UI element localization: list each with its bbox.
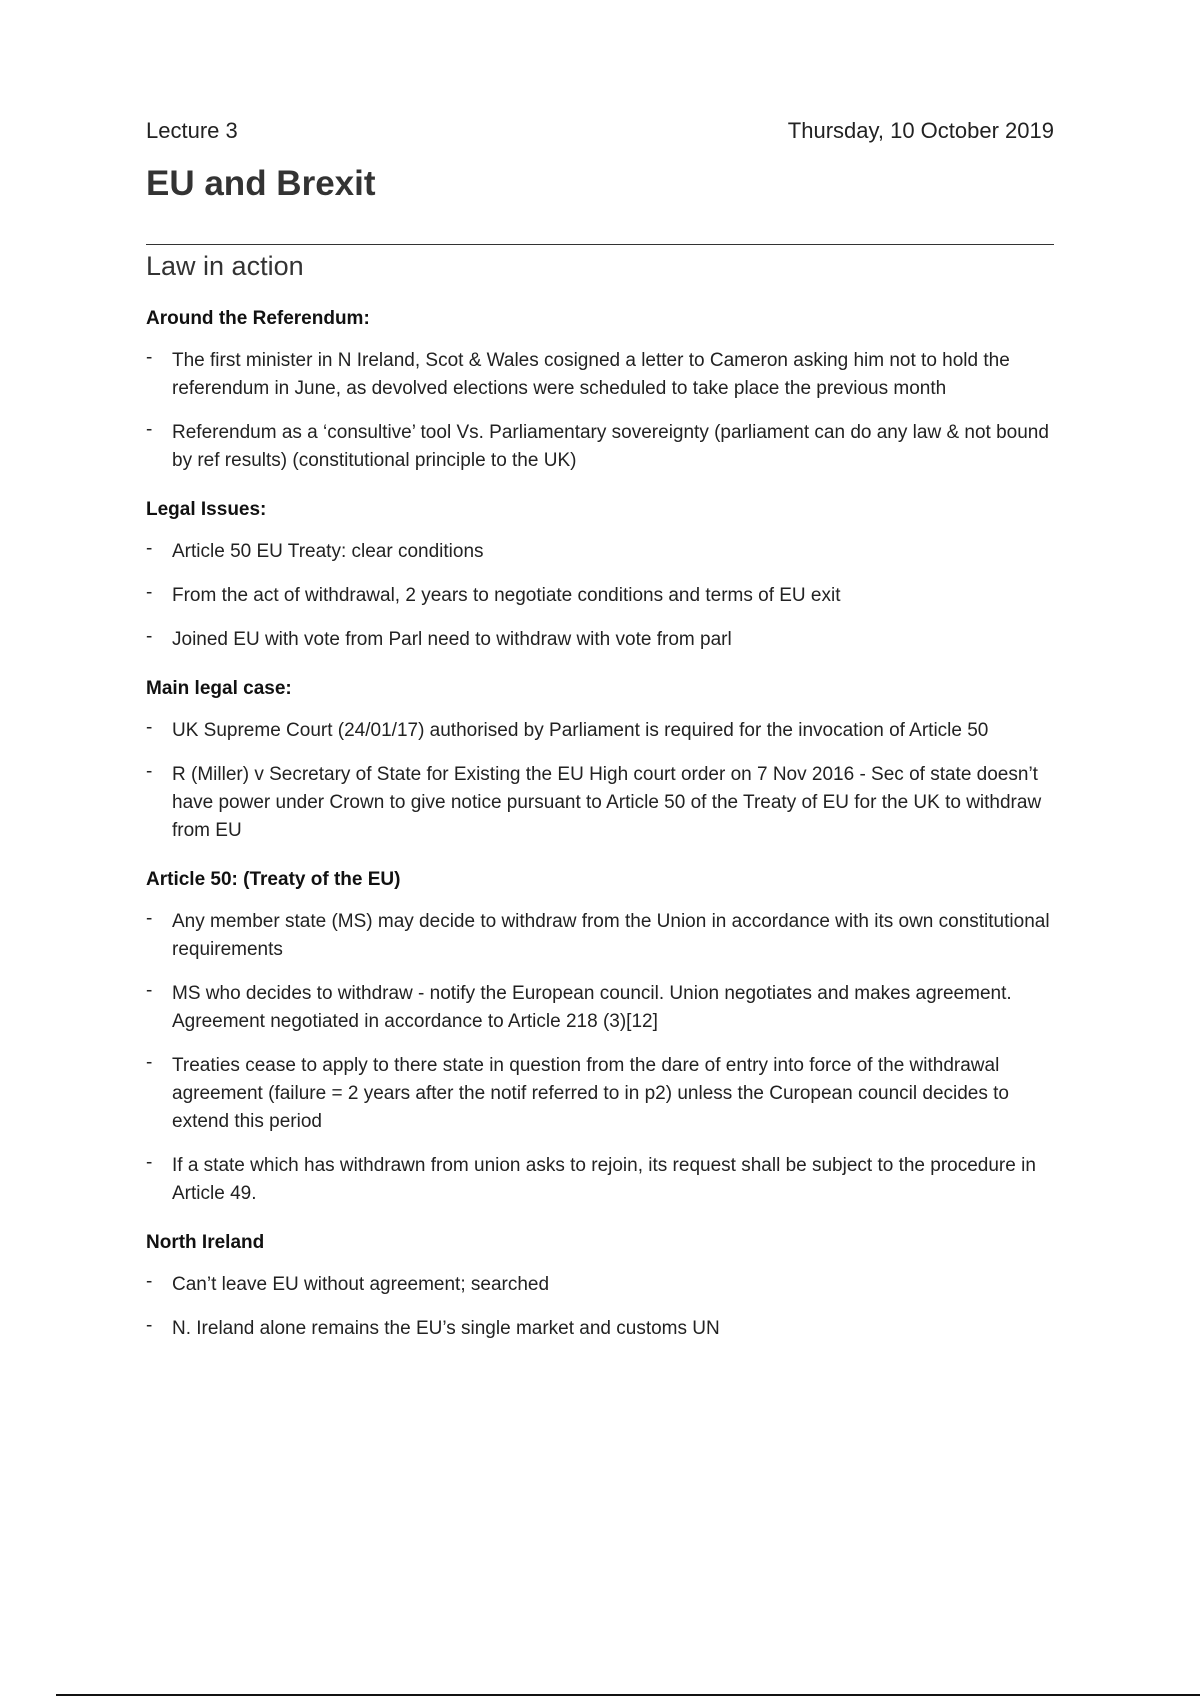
bullet-dash: - [146, 908, 153, 929]
bullet-dash: - [146, 538, 153, 559]
bullet-text: The first minister in N Ireland, Scot & Wales cosigned a letter to Cameron asking him not to hold the referendum in June, as devolved elections were scheduled to take place the previous month [172, 350, 1010, 399]
document-header [146, 118, 1054, 148]
bullet-text: Any member state (MS) may decide to withdraw from the Union in accordance with its own constitutional requirements [172, 911, 1050, 960]
bullet-text: Treaties cease to apply to there state in question from the dare of entry into force of the withdrawal agreement (failure = 2 years after the notif referred to in p2) unless the Curopean council decides to extend this period [172, 1055, 1010, 1132]
bullet-item [146, 1152, 1054, 1208]
bullet-text: Can’t leave EU without agreement; searched [172, 1274, 550, 1295]
footer-divider [56, 1694, 1200, 1696]
bullet-dash: - [146, 1315, 153, 1336]
note-group [146, 1230, 1054, 1343]
bullet-item [146, 626, 1054, 654]
bullet-dash: - [146, 347, 153, 368]
bullet-list [146, 347, 1054, 475]
note-group [146, 867, 1054, 1208]
group-heading: North Ireland [146, 1232, 265, 1253]
bullet-text: From the act of withdrawal, 2 years to negotiate conditions and terms of EU exit [172, 585, 841, 606]
note-group [146, 497, 1054, 654]
bullet-item [146, 419, 1054, 475]
bullet-text: Joined EU with vote from Parl need to withdraw with vote from parl [172, 629, 732, 650]
bullet-list [146, 908, 1054, 1208]
bullet-dash: - [146, 1052, 153, 1073]
bullet-dash: - [146, 582, 153, 603]
bullet-item [146, 908, 1054, 964]
group-heading: Main legal case: [146, 678, 292, 699]
title-divider [146, 244, 1054, 245]
bullet-text: R (Miller) v Secretary of State for Existing the EU High court order on 7 Nov 2016 - Sec of state doesn’t have power under Crown to give notice pursuant to Article 50 of the Treaty of EU for the UK to withdraw from EU [172, 764, 1042, 841]
bullet-item [146, 347, 1054, 403]
bullet-item [146, 761, 1054, 845]
notes-content [146, 306, 1054, 1359]
bullet-item [146, 980, 1054, 1036]
lecture-date: Thursday, 10 October 2019 [787, 118, 1054, 143]
lecture-label: Lecture 3 [146, 118, 238, 143]
bullet-item [146, 538, 1054, 566]
bullet-text: If a state which has withdrawn from union asks to rejoin, its request shall be subject to the procedure in Article 49. [172, 1155, 1036, 1204]
group-heading: Around the Referendum: [146, 308, 370, 329]
bullet-dash: - [146, 980, 153, 1001]
bullet-text: N. Ireland alone remains the EU’s single market and customs UN [172, 1318, 720, 1339]
document-title: EU and Brexit [146, 164, 376, 203]
bullet-list [146, 717, 1054, 845]
bullet-dash: - [146, 1152, 153, 1173]
bullet-text: MS who decides to withdraw - notify the European council. Union negotiates and makes agreement. Agreement negotiated in accordance to Article 218 (3)[12] [172, 983, 1012, 1032]
group-heading: Legal Issues: [146, 499, 267, 520]
bullet-list [146, 1271, 1054, 1343]
bullet-item [146, 1315, 1054, 1343]
bullet-item [146, 1052, 1054, 1136]
bullet-text: Referendum as a ‘consultive’ tool Vs. Parliamentary sovereignty (parliament can do any law & not bound by ref results) (constitutional principle to the UK) [172, 422, 1049, 471]
bullet-dash: - [146, 1271, 153, 1292]
section-title: Law in action [146, 251, 304, 281]
note-group [146, 306, 1054, 475]
bullet-dash: - [146, 761, 153, 782]
bullet-list [146, 538, 1054, 654]
group-heading: Article 50: (Treaty of the EU) [146, 869, 401, 890]
bullet-dash: - [146, 626, 153, 647]
bullet-item [146, 1271, 1054, 1299]
bullet-item [146, 717, 1054, 745]
bullet-dash: - [146, 419, 153, 440]
bullet-text: UK Supreme Court (24/01/17) authorised by Parliament is required for the invocation of Article 50 [172, 720, 989, 741]
bullet-text: Article 50 EU Treaty: clear conditions [172, 541, 484, 562]
note-group [146, 676, 1054, 845]
bullet-dash: - [146, 717, 153, 738]
bullet-item [146, 582, 1054, 610]
